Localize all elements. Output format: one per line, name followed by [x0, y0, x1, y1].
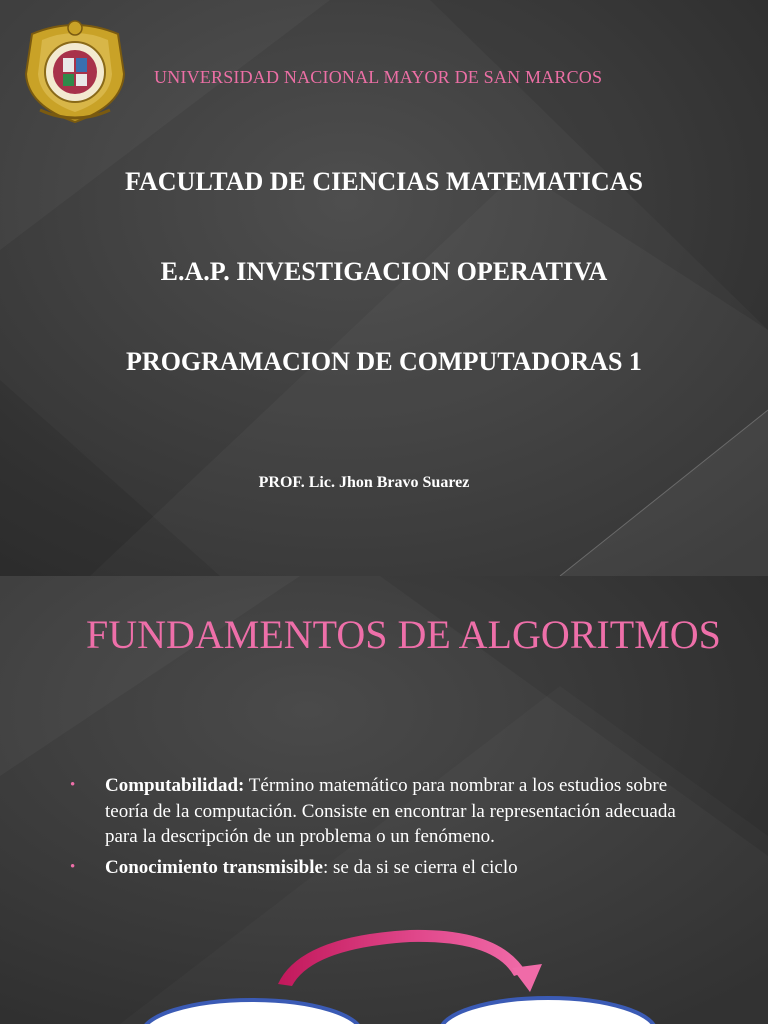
course-title: PROGRAMACION DE COMPUTADORAS 1: [126, 347, 642, 376]
university-seal-icon: [12, 14, 138, 126]
bullet-term: Computabilidad:: [105, 775, 245, 796]
bullet-term: Conocimiento transmisible: [105, 856, 323, 878]
bullet-text: Término matemático para nombrar a los estudios sobre teoría de la computación. Consiste en encontrar la representación adecuada para la descripción de un problema o un fenómeno.: [105, 775, 676, 847]
slide-heading: FUNDAMENTOS DE ALGORITMOS: [86, 612, 721, 657]
bullet-item-computabilidad: [70, 773, 700, 850]
content-slide: [0, 576, 768, 1024]
school-title: E.A.P. INVESTIGACION OPERATIVA: [160, 257, 608, 286]
bullet-list: [70, 773, 700, 885]
university-name: UNIVERSIDAD NACIONAL MAYOR DE SAN MARCOS: [154, 67, 603, 87]
faculty-title: FACULTAD DE CIENCIAS MATEMATICAS: [125, 167, 643, 196]
bullet-item-conocimiento: [70, 855, 700, 881]
bullet-text: : se da si se cierra el ciclo: [322, 856, 518, 878]
professor-name: PROF. Lic. Jhon Bravo Suarez: [258, 474, 470, 491]
bullet-icon: •: [70, 858, 76, 875]
bullet-icon: •: [70, 777, 76, 793]
